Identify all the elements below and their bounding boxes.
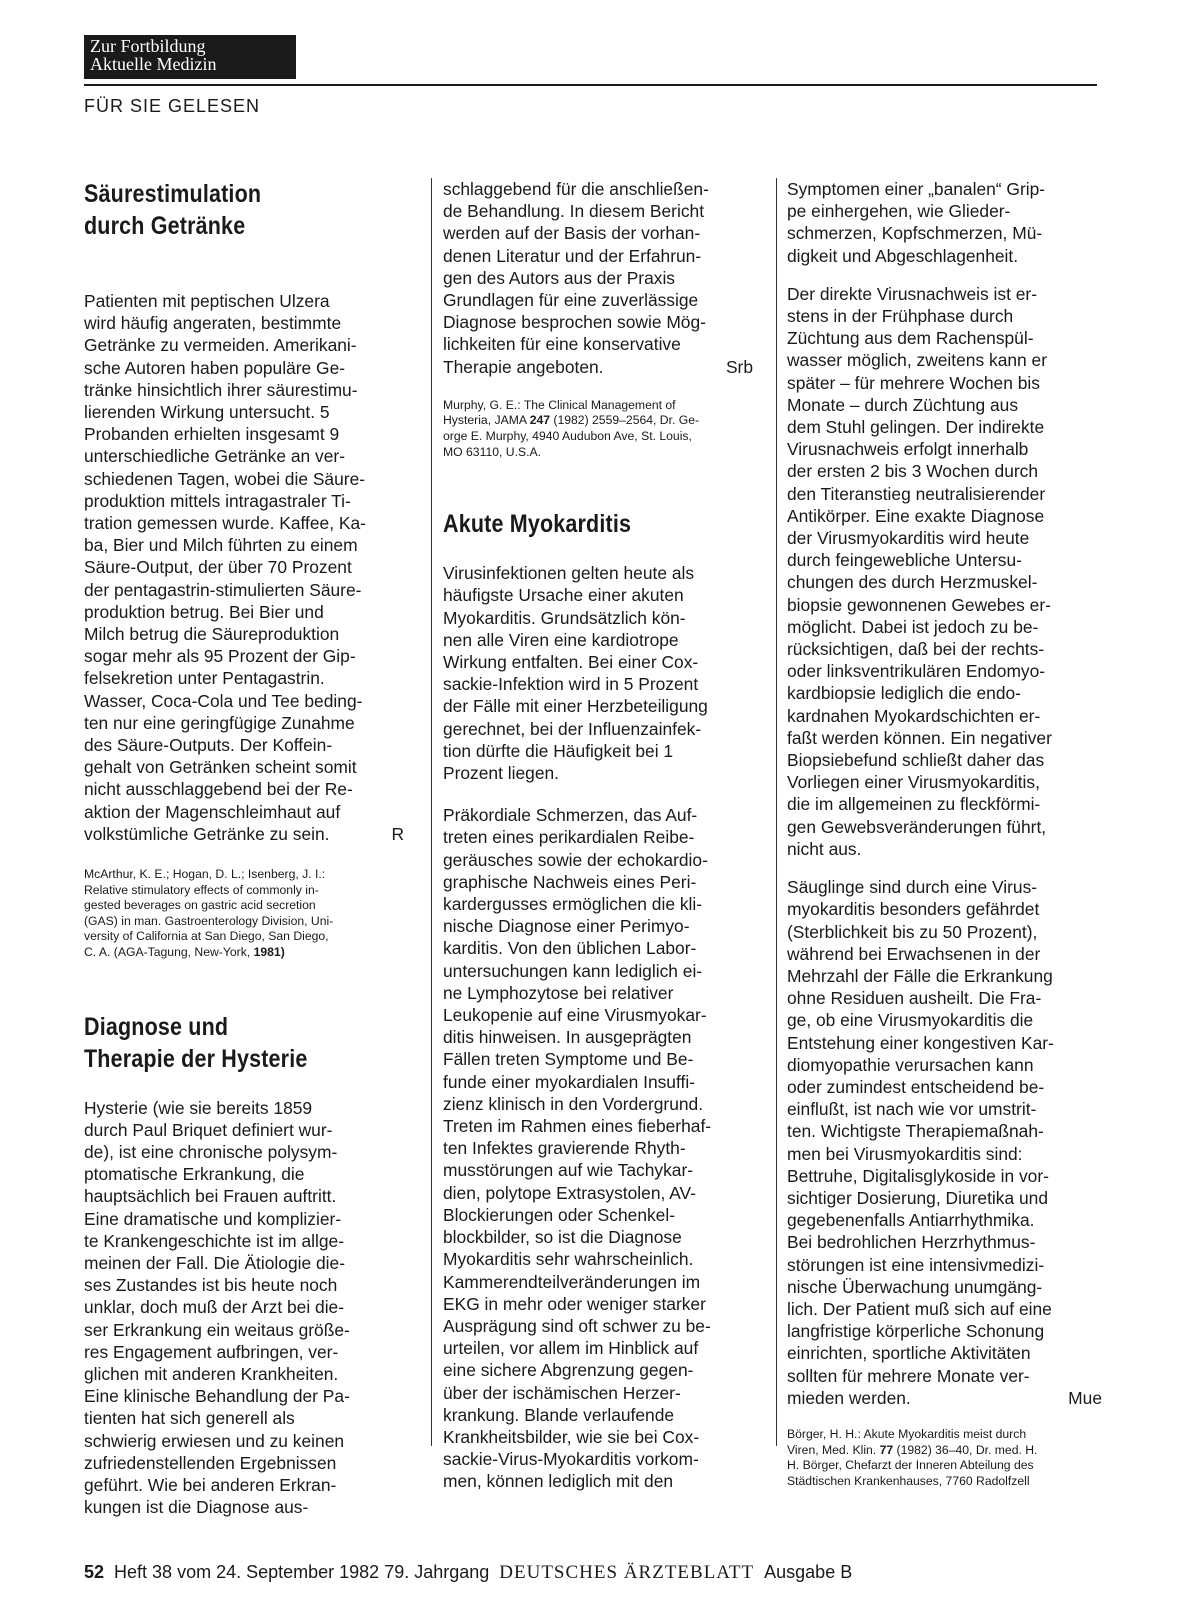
section-label-line2: Aktuelle Medizin <box>90 54 217 74</box>
reference-myokarditis: Börger, H. H.: Akute Myokarditis meist durch Viren, Med. Klin. 77 (1982) 36–40, Dr. med. H. H. Börger, Chefarzt der Inneren Abteilung des Städtischen Krankenhauses, 7760 Radolfzell <box>787 1426 1038 1488</box>
top-rule <box>84 84 1097 86</box>
reference-hysterie: Murphy, G. E.: The Clinical Management of Hysteria, JAMA 247 (1982) 2559–2564, Dr. Ge- orge E. Murphy, 4940 Audubon Ave, St. Louis, MO 63110, U.S.A. <box>443 397 700 459</box>
author-initial: R <box>391 823 404 844</box>
article-body-myokarditis-para1: Virusinfektionen gelten heute als häufigste Ursache einer akuten Myokarditis. Grundsätzlich kön- nen alle Viren eine kardiotrope Wirkung entfalten. Bei einer Cox- sackie-Infektion wird in 5 Prozent der Fälle mit einer Herzbeteiligung gerechnet, bei der Influenzainfek- tion dürfte die Häufigkeit bei 1 Prozent liegen. <box>443 563 708 784</box>
article-body-myokarditis-para4: Der direkte Virusnachweis ist er- stens in der Frühphase durch Züchtung aus dem Rachenspül- wasser möglich, zweitens kann er später – für mehrere Wochen bis Monate – durch Züchtung aus dem Stuhl gelingen. Der indirekte Virusnachweis erfolgt innerhalb der ersten 2 bis 3 Wochen durch den Titeranstieg neutralisierender Antikörper. Eine exakte Diagnose der Virusmyokarditis wird heute durch feingewebliche Untersu- chungen des durch Herzmuskel- biopsie gewonnenen Gewebes er- möglicht. Dabei ist jedoch zu be- rücksichtigen, daß bei der rechts- oder linksventrikulären Endomyo- kardbiopsie lediglich die endo- kardnahen Myokardschichten er- faßt werden können. Ein negativer Biopsiebefund schließt daher das Vorliegen einer Virusmyokarditis, die im allgemeinen zu fleckförmi- gen Gewebsveränderungen führt, nicht aus. <box>787 283 1052 859</box>
article-body-myokarditis-para5: Säuglinge sind durch eine Virus- myokarditis besonders gefährdet (Sterblichkeit bis zu 50 Prozent), während bei Erwachsenen in der Mehrzahl der Fälle die Erkrankung ohne Residuen ausheilt. Die Fra- ge, ob eine Virusmyokarditis die Entstehung einer kongestiven Kar- diomyopathie verursachen kann oder zumindest entscheidend be- einflußt, ist nach wie vor umstrit- ten. Wichtigste Therapiemaßnah- men bei Virusmyokarditis sind: Bettruhe, Digitalisglykoside in vor- sichtiger Dosierung, Diuretika und gegebenenfalls Antiarrhythmika. Bei bedrohlichen Herzrhythmus- störungen ist eine intensivmedizi- nische Überwachung unumgäng- lich. Der Patient muß sich auf eine langfristige körperliche Schonung einrichten, sportliche Aktivitäten sollten für mehrere Monate ver- mieden werden. Mue <box>787 877 1102 1408</box>
section-label-line1: Zur Fortbildung <box>90 36 206 56</box>
column-3 <box>776 178 1102 1488</box>
article-body-saeurestimulation: Patienten mit peptischen Ulzera wird häufig angeraten, bestimmte Getränke zu vermeiden. Amerikani- sche Autoren haben populäre Ge- tränke hinsichtlich ihrer säurestimu- lierenden Wirkung untersucht. 5 Probanden erhielten insgesamt 9 unterschiedliche Getränke an ver- schiedenen Tagen, wobei die Säure- produktion mittels intragastraler Ti- tration gemessen wurde. Kaffee, Ka- ba, Bier und Milch führten zu einem Säure-Output, der über 70 Prozent der pentagastrin-stimulierten Säure- produktion betrug. Bei Bier und Milch betrug die Säureproduktion sogar mehr als 95 Prozent der Gip- felsekretion unter Pentagastrin. Wasser, Coca-Cola und Tee beding- ten nur eine geringfügige Zunahme des Säure-Outputs. Der Koffein- gehalt von Getränken scheint somit nicht ausschlaggebend bei der Re- aktion der Magenschleimhaut auf volkstümliche Getränke zu sein. R <box>84 291 404 844</box>
rubric-heading: FÜR SIE GELESEN <box>84 96 261 116</box>
edition: Ausgabe B <box>764 1562 853 1582</box>
author-initial: Mue <box>1068 1387 1102 1408</box>
author-initial: Srb <box>725 356 753 377</box>
column-2 <box>431 178 753 1492</box>
issue-info: Heft 38 vom 24. September 1982 79. Jahrgang <box>114 1562 490 1582</box>
article-body-myokarditis-para2: Präkordiale Schmerzen, das Auf- treten eines perikardialen Reibe- geräusches sowie der echokardio- graphische Nachweis eines Peri- kardergusses ermöglichen die kli- nische Diagnose einer Perimyo- karditis. Von den üblichen Labor- untersuchungen kann lediglich ei- ne Lymphozytose bei relativer Leukopenie auf eine Virusmyokar- ditis hinweisen. In ausgeprägten Fällen treten Symptome und Be- funde einer myokardialen Insuffi- zienz klinisch in den Vordergrund. Treten im Rahmen eines fieberhaf- ten Infektes gravierende Rhyth- musstörungen auf wie Tachykar- dien, polytope Extrasystolen, AV- Blockierungen oder Schenkel- blockbilder, so ist die Diagnose Myokarditis sehr wahrscheinlich. Kammerendteilveränderungen im EKG in mehr oder weniger starker Ausprägung sind oft schwer zu be- urteilen, vor allem im Hinblick auf eine sichere Abgrenzung gegen- über der ischämischen Herzer- krankung. Blande verlaufende Krankheitsbilder, wie sie bei Cox- sackie-Virus-Myokarditis vorkom- men, können lediglich mit den <box>443 805 712 1492</box>
reference-saeurestimulation: McArthur, K. E.; Hogan, D. L.; Isenberg, J. I.: Relative stimulatory effects of commonly in- gested beverages on gastric acid secretion (GAS) in man. Gastroenterology Division, Uni- versity of California at San Diego, San Diego, C. A. (AGA-Tagung, New-York, 1981) <box>84 867 334 960</box>
page-number: 52 <box>84 1562 105 1582</box>
journal-name: DEUTSCHES ÄRZTEBLATT <box>499 1562 755 1583</box>
article-body-myokarditis-para3: Symptomen einer „banalen“ Grip- pe einhergehen, wie Glieder- schmerzen, Kopfschmerzen, Mü- digkeit und Abgeschlagenheit. <box>787 179 1046 266</box>
article-title-hysterie: Diagnose und Therapie der Hysterie <box>84 1012 308 1073</box>
section-label <box>84 35 296 79</box>
article-title-saeurestimulation: Säurestimulation durch Getränke <box>84 180 262 240</box>
column-1 <box>84 178 404 1519</box>
article-body-hysterie-part2: schlaggebend für die anschließen- de Behandlung. In diesem Bericht werden auf der Basis der vorhan- denen Literatur und der Erfahrun- gen des Autors aus der Praxis Grundlagen für eine zuverlässige Diagnose besprochen sowie Mög- lichkeiten für eine konservative Therapie angeboten. Srb <box>443 179 753 377</box>
article-body-hysterie-part1: Hysterie (wie sie bereits 1859 durch Paul Briquet definiert wur- de), ist eine chronische polysym- ptomatische Erkrankung, die hauptsächlich bei Frauen auftritt. Eine dramatische und komplizier- te Krankengeschichte ist im allge- meinen der Fall. Die Ätiologie die- ses Zustandes ist bis heute noch unklar, doch muß der Arzt bei die- ser Erkrankung ein weitaus größe- res Engagement aufbringen, ver- glichen mit anderen Krankheiten. Eine klinische Behandlung der Pa- tienten hat sich generell als schwierig erwiesen und zu keinen zufriedenstellenden Ergebnissen geführt. Wie bei anderen Erkran- kungen ist die Diagnose aus- <box>84 1097 350 1518</box>
page-footer <box>84 1562 852 1584</box>
article-title-myokarditis: Akute Myokarditis <box>443 510 632 539</box>
